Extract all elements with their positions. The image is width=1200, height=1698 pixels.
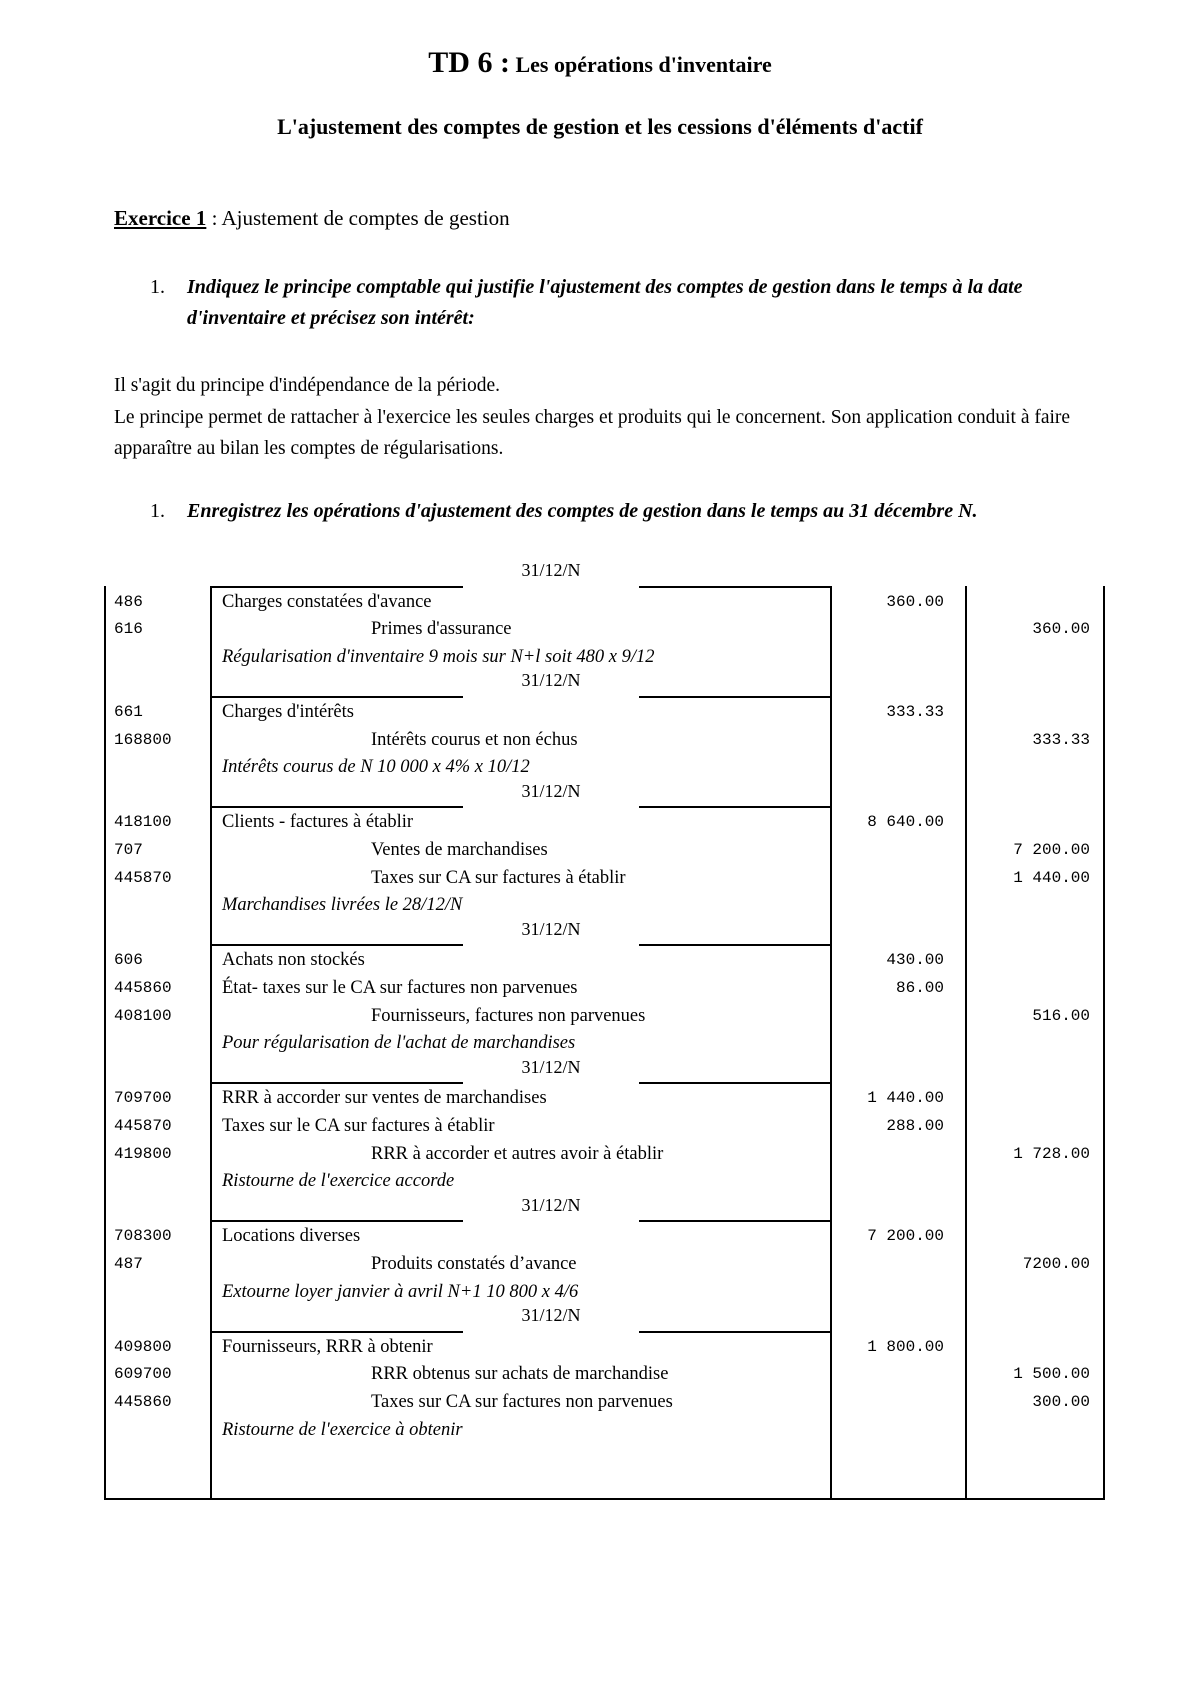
account-number: 487 xyxy=(114,1255,143,1273)
account-number: 445870 xyxy=(114,1117,172,1135)
answer-paragraph xyxy=(114,370,1094,465)
account-number: 418100 xyxy=(114,813,172,832)
account-number: 168800 xyxy=(114,730,172,749)
credit-amount: 1 500.00 xyxy=(1013,1365,1090,1384)
account-number: 409800 xyxy=(114,1337,172,1356)
debit-account-label: Achats non stockés xyxy=(222,950,365,971)
question-2 xyxy=(150,496,1090,527)
column-border xyxy=(104,586,106,1498)
entry-date: 31/12/N xyxy=(521,918,581,939)
entry-note: Extourne loyer janvier à avril N+1 10 800 x 4/6 xyxy=(222,1281,579,1302)
question-text: Indiquez le principe comptable qui justifie l'ajustement des comptes de gestion dans le temps à la date d'inventaire et précisez son intérêt: xyxy=(187,276,1023,329)
question-text: Enregistrez les opérations d'ajustement des comptes de gestion dans le temps au 31 décembre N. xyxy=(187,500,978,522)
account-number: 408100 xyxy=(114,1006,172,1025)
credit-account-label: Ventes de marchandises xyxy=(371,840,548,860)
credit-amount: 7 200.00 xyxy=(1013,841,1090,859)
entry-separator xyxy=(210,586,463,588)
entry-date: 31/12/N xyxy=(521,780,581,801)
account-number: 445860 xyxy=(114,1393,172,1411)
account-number: 606 xyxy=(114,951,143,970)
entry-separator xyxy=(210,1082,463,1084)
entry-separator xyxy=(104,1498,1105,1500)
account-number: 708300 xyxy=(114,1227,172,1246)
debit-account-label: Taxes sur le CA sur factures à établir xyxy=(222,1116,495,1136)
account-number: 486 xyxy=(114,592,143,611)
debit-amount: 430.00 xyxy=(886,951,944,970)
entry-date: 31/12/N xyxy=(521,560,581,580)
entry-note: Pour régularisation de l'achat de marchandises xyxy=(222,1033,576,1054)
debit-account-label: Charges d'intérêts xyxy=(222,702,354,722)
entry-date: 31/12/N xyxy=(521,1194,581,1215)
exercise-heading xyxy=(114,206,510,231)
title-rest: Les opérations d'inventaire xyxy=(509,52,772,77)
account-number: 661 xyxy=(114,703,143,721)
account-number: 707 xyxy=(114,841,143,859)
debit-amount: 1 440.00 xyxy=(867,1089,944,1108)
document-subtitle: L'ajustement des comptes de gestion et les cessions d'éléments d'actif xyxy=(277,114,923,139)
document-title xyxy=(0,46,1200,80)
account-number: 419800 xyxy=(114,1144,172,1163)
credit-account-label: Taxes sur CA sur factures non parvenues xyxy=(371,1392,673,1412)
debit-amount: 360.00 xyxy=(886,592,944,611)
entry-separator xyxy=(210,944,463,946)
debit-amount: 1 800.00 xyxy=(867,1337,944,1356)
entry-separator xyxy=(639,944,830,946)
entry-date: 31/12/N xyxy=(521,670,581,691)
account-number: 616 xyxy=(114,620,143,639)
entry-separator xyxy=(210,1220,463,1222)
entry-separator xyxy=(639,586,830,588)
exercise-label: Exercice 1 xyxy=(114,206,207,230)
entry-separator xyxy=(210,1331,463,1333)
debit-account-label: État- taxes sur le CA sur factures non parvenues xyxy=(222,978,578,998)
entry-separator xyxy=(639,806,830,808)
entry-date: 31/12/N xyxy=(521,1056,581,1077)
credit-account-label: Intérêts courus et non échus xyxy=(371,729,578,750)
entry-note: Marchandises livrées le 28/12/N xyxy=(222,895,463,916)
entry-separator xyxy=(639,1082,830,1084)
column-border xyxy=(830,586,832,1498)
account-number: 445860 xyxy=(114,979,172,997)
debit-amount: 8 640.00 xyxy=(867,813,944,832)
entry-separator xyxy=(639,696,830,698)
debit-amount: 7 200.00 xyxy=(867,1227,944,1246)
debit-account-label: Locations diverses xyxy=(222,1226,361,1247)
entry-separator xyxy=(210,696,463,698)
credit-account-label: Taxes sur CA sur factures à établir xyxy=(371,867,626,888)
credit-amount: 333.33 xyxy=(1032,730,1090,749)
entry-note: Ristourne de l'exercice accorde xyxy=(222,1171,455,1192)
column-border xyxy=(1103,586,1105,1498)
exercise-title: : Ajustement de comptes de gestion xyxy=(206,206,510,230)
debit-amount: 288.00 xyxy=(886,1117,944,1135)
entry-separator xyxy=(639,1331,830,1333)
debit-account-label: Fournisseurs, RRR à obtenir xyxy=(222,1336,433,1357)
column-border xyxy=(210,586,212,1498)
credit-amount: 516.00 xyxy=(1032,1006,1090,1025)
question-number: 1. xyxy=(150,276,165,298)
credit-account-label: RRR obtenus sur achats de marchandise xyxy=(371,1364,669,1385)
entry-date: 31/12/N xyxy=(521,1305,581,1326)
credit-account-label: Fournisseurs, factures non parvenues xyxy=(371,1005,646,1026)
question-1 xyxy=(150,272,1090,334)
credit-amount: 7200.00 xyxy=(1022,1255,1090,1273)
debit-account-label: Charges constatées d'avance xyxy=(222,591,432,612)
account-number: 609700 xyxy=(114,1365,172,1384)
title-main: TD 6 : xyxy=(428,46,510,79)
entry-separator xyxy=(639,1220,830,1222)
credit-amount: 1 728.00 xyxy=(1013,1144,1090,1163)
debit-account-label: Clients - factures à établir xyxy=(222,812,414,833)
credit-amount: 1 440.00 xyxy=(1013,868,1090,887)
debit-amount: 86.00 xyxy=(895,979,944,997)
column-border xyxy=(965,586,967,1498)
entry-note: Intérêts courus de N 10 000 x 4% x 10/12 xyxy=(222,757,530,778)
debit-account-label: RRR à accorder sur ventes de marchandises xyxy=(222,1088,547,1109)
entry-note: Ristourne de l'exercice à obtenir xyxy=(222,1419,463,1440)
debit-amount: 333.33 xyxy=(886,703,944,721)
credit-account-label: Primes d'assurance xyxy=(371,619,512,640)
credit-account-label: RRR à accorder et autres avoir à établir xyxy=(371,1143,664,1164)
credit-account-label: Produits constatés d’avance xyxy=(371,1254,577,1274)
question-number: 1. xyxy=(150,500,165,522)
entry-note: Régularisation d'inventaire 9 mois sur N+l soit 480 x 9/12 xyxy=(222,646,655,667)
entry-separator xyxy=(210,806,463,808)
account-number: 709700 xyxy=(114,1089,172,1108)
answer-line: Il s'agit du principe d'indépendance de la période. xyxy=(114,375,501,396)
credit-amount: 300.00 xyxy=(1032,1393,1090,1411)
credit-amount: 360.00 xyxy=(1032,620,1090,639)
answer-line: Le principe permet de rattacher à l'exercice les seules charges et produits qui le concernent. Son application conduit à faire apparaître au bilan les comptes de régularisations. xyxy=(114,406,1071,459)
account-number: 445870 xyxy=(114,868,172,887)
